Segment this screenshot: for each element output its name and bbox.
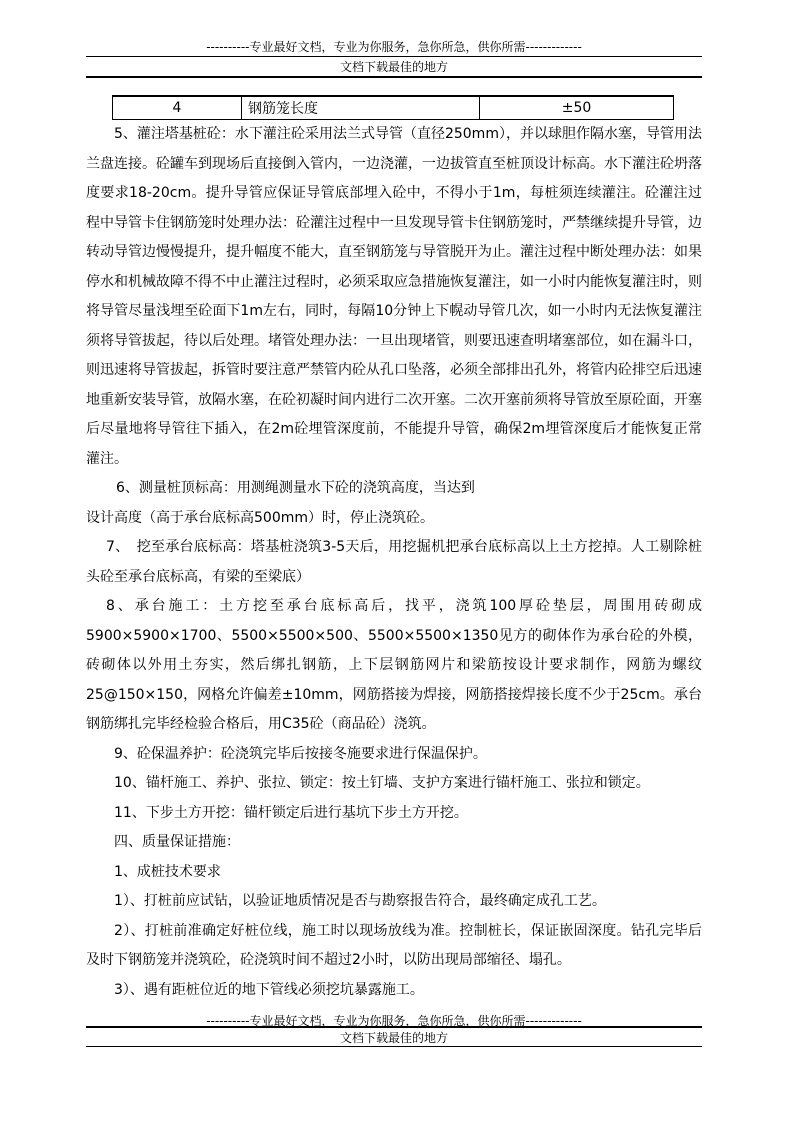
row-item: 钢筋笼长度 <box>242 96 480 120</box>
paragraph-8: 8、承台施工：土方挖至承台底标高后，找平，浇筑100厚砼垫层，周围用砖砌成5900×5900×1700、5500×5500×500、5500×5500×1350见方的砌体作为承台砼的外模，砖砌体以外用土夯实，然后绑扎钢筋，上下层钢筋网片和梁筋按设计要求制作，网筋为螺纹25@150×150，网格允许偏差±10mm，网筋搭接为焊接，网筋搭接焊接长度不少于25cm。承台钢筋绑扎完毕经检验合格后，用C35砼（商品砼）浇筑。 <box>86 598 702 732</box>
footer-divider-bold <box>86 1026 702 1028</box>
header-divider <box>86 56 702 57</box>
paragraph-6-cont: 设计高度（高于承台底标高500mm）时，停止浇筑砼。 <box>86 509 434 526</box>
paragraph-7: 7、 挖至承台底标高：塔基桩浇筑3-5天后，用挖掘机把承台底标高以上土方挖掉。人工剔除桩头砼至承台底标高，有梁的至梁底） <box>86 539 702 585</box>
paragraph-10: 10、锚杆施工、养护、张拉、锁定：按土钉墙、支护方案进行锚杆施工、张拉和锁定。 <box>114 775 650 791</box>
row-tolerance: ±50 <box>480 96 674 120</box>
footer-tagline: ----------专业最好文档，专业为你服务，急你所急，供你所需------------- <box>206 1014 582 1028</box>
section-heading: 四、质量保证措施： <box>114 834 240 850</box>
paragraph-5: 5、灌注塔基桩砼：水下灌注砼采用法兰式导管（直径250mm），并以球胆作隔水塞，导管用法兰盘连接。砼罐车到现场后直接倒入管内，一边浇灌，一边拔管直至桩顶设计标高。水下灌注砼坍落度要求18-20cm。提升导管应保证导管底部埋入砼中，不得小于1m，每桩须连续灌注。砼灌注过程中导管卡住钢筋笼时处理办法：砼灌注过程中一旦发现导管卡住钢筋笼时，严禁继续提升导管，边转动导管边慢慢提升，提升幅度不能大，直至钢筋笼与导管脱开为止。灌注过程中断处理办法：如果停水和机械故障不得不中止灌注过程时，必须采取应急措施恢复灌注，如一小时内能恢复灌注时，则将导管尽量浅埋至砼面下1m左右，同时，每隔10分钟上下幌动导管几次，如一小时内无法恢复灌注须将导管拔起，待以后处理。堵管处理办法：一旦出现堵管，则要迅速查明堵塞部位，如在漏斗口，则迅速将导管拔起，拆管时要注意严禁管内砼从孔口坠落，必须全部排出孔外，将管内砼排空后迅速地重新安装导管，放隔水塞，在砼初凝时间内进行二次开塞。二次开塞前须将导管放至原砼面，开塞后尽量地将导管往下插入，在2m砼埋管深度前，不能提升导管，确保2m埋管深度后才能恢复正常灌注。 <box>86 126 702 467</box>
header-subtitle: 文档下载最佳的地方 <box>339 60 448 74</box>
header-divider-bold <box>86 76 702 78</box>
item-2: 2）、打桩前准确定好桩位线，施工时以现场放线为准。控制桩长，保证嵌固深度。钻孔完毕后及时下钢筋笼并浇筑砼，砼浇筑时间不超过2小时，以防出现局部缩径、塌孔。 <box>86 922 702 968</box>
paragraph-11: 11、下步土方开挖：锚杆锁定后进行基坑下步土方开挖。 <box>114 804 468 821</box>
spec-table <box>112 95 674 120</box>
footer-divider <box>86 1046 702 1047</box>
footer-subtitle: 文档下载最佳的地方 <box>339 1031 448 1045</box>
paragraph-9: 9、砼保温养护：砼浇筑完毕后按接冬施要求进行保温保护。 <box>114 745 487 762</box>
table-row <box>113 96 674 120</box>
item-3: 3）、遇有距桩位近的地下管线必须挖坑暴露施工。 <box>114 981 424 998</box>
row-number: 4 <box>113 96 242 120</box>
item-1: 1）、打桩前应试钻，以验证地质情况是否与勘察报告符合，最终确定成孔工艺。 <box>114 893 606 909</box>
header-tagline: ----------专业最好文档，专业为你服务，急你所急，供你所需------------- <box>206 40 582 54</box>
document-body <box>86 120 702 1005</box>
subsection-heading: 1、成桩技术要求 <box>114 863 221 880</box>
paragraph-6: 6、测量桩顶标高：用测绳测量水下砼的浇筑高度，当达到 <box>116 480 475 496</box>
